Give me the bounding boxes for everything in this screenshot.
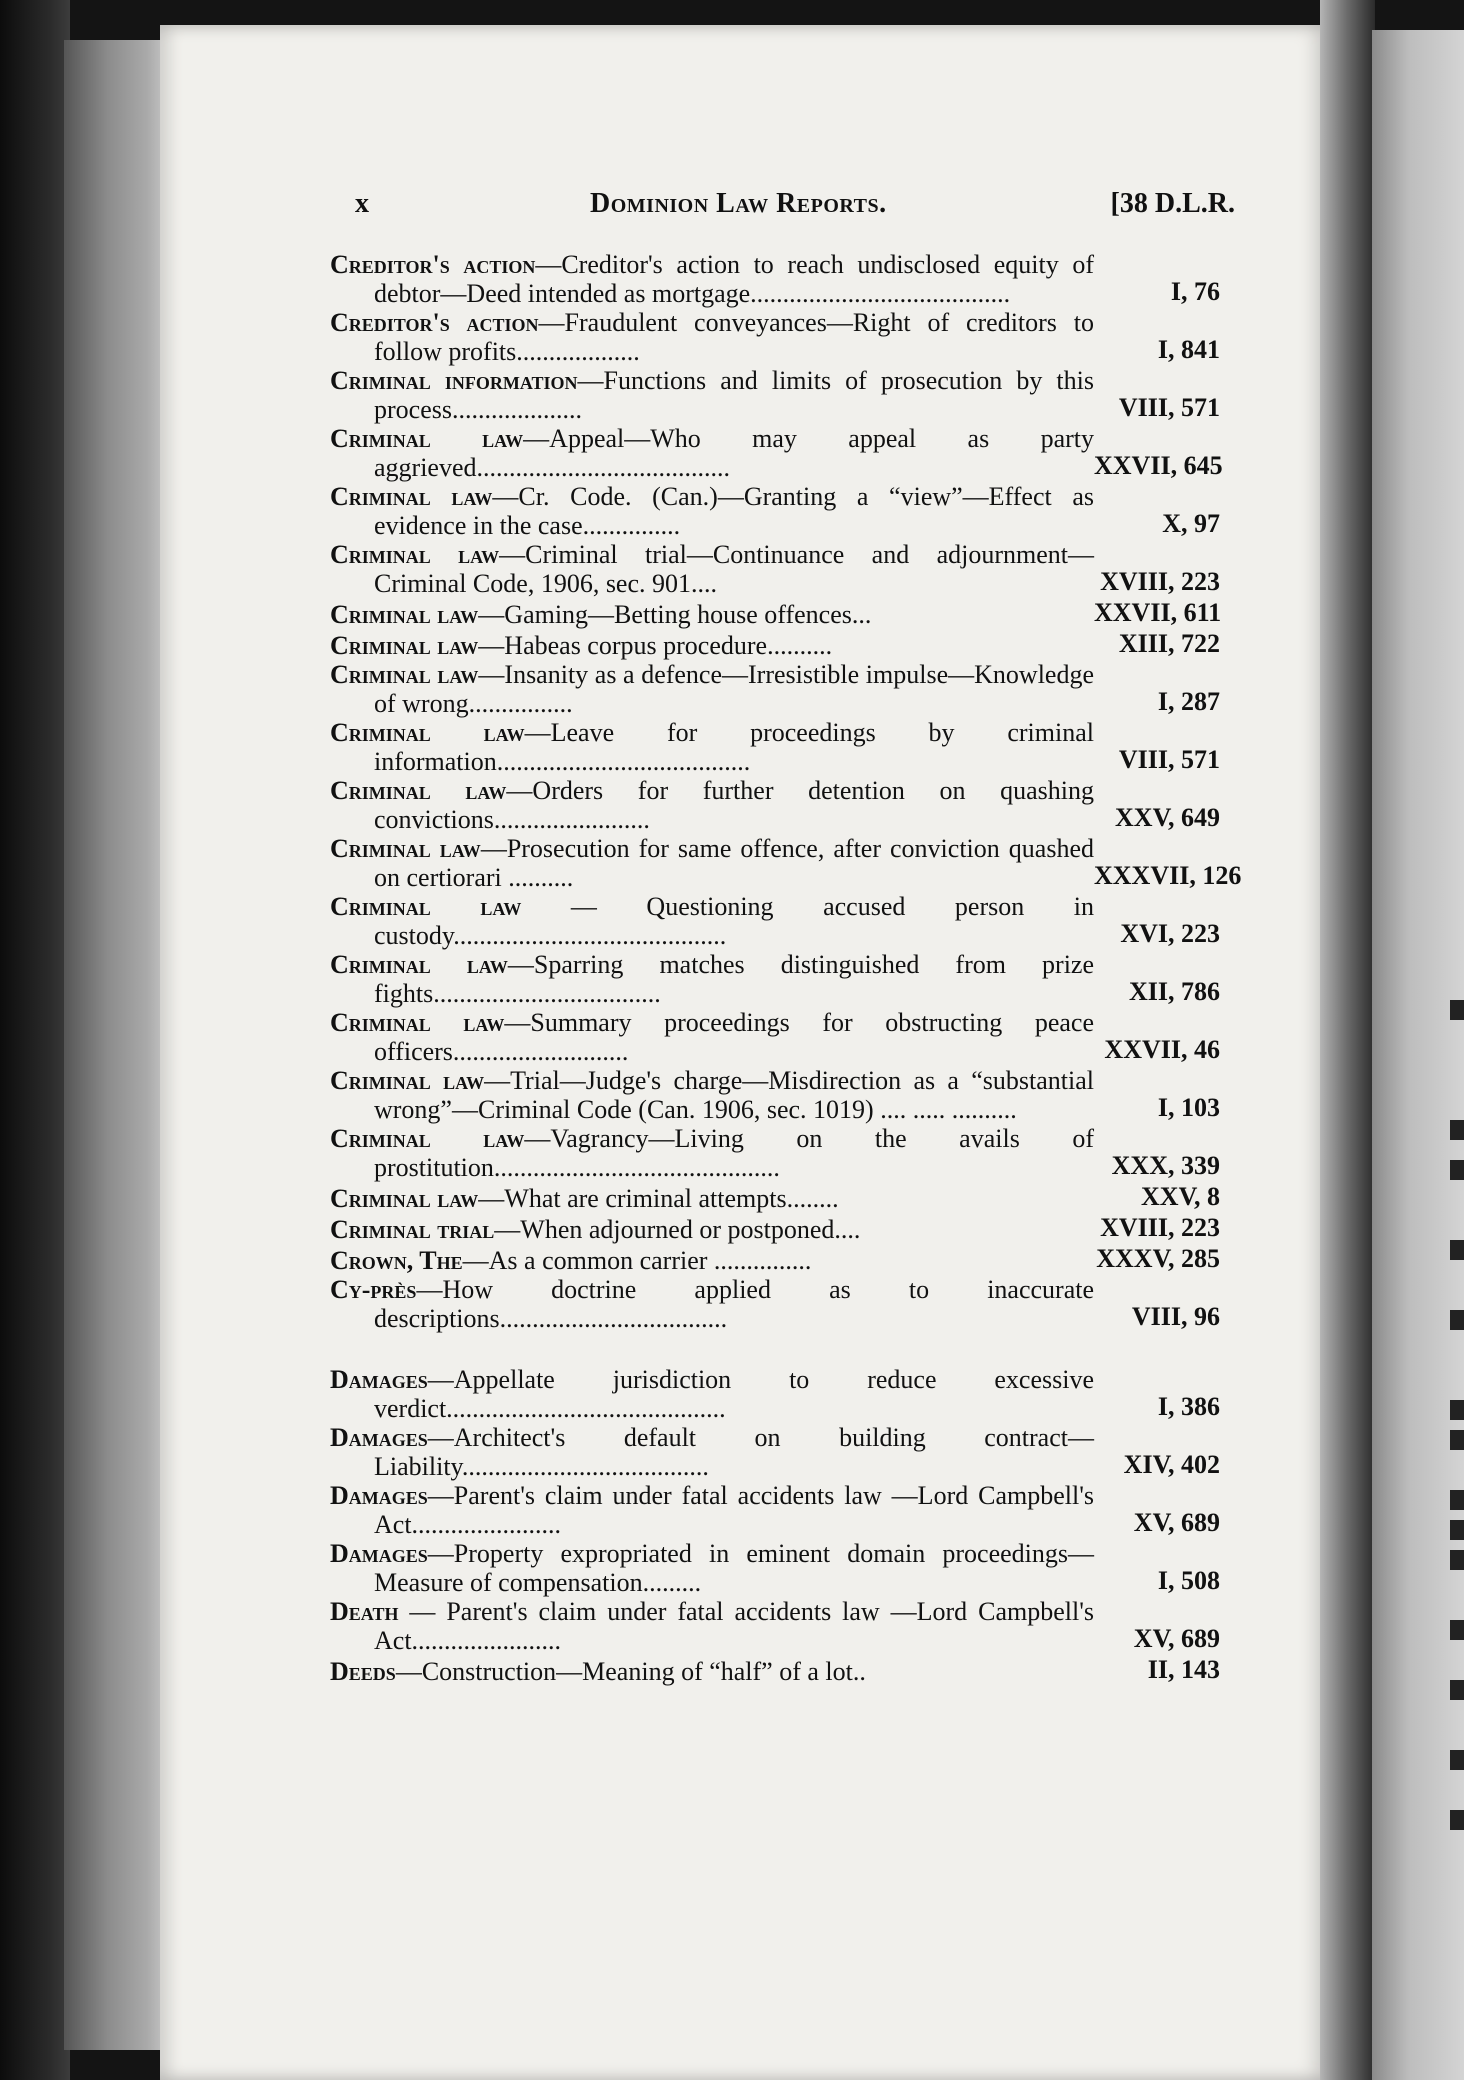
entry-citation: I, 841: [1157, 335, 1220, 364]
entry-citation: XXVII, 645: [1094, 451, 1223, 480]
entry-citation: I, 76: [1170, 277, 1220, 306]
entry-citation: X, 97: [1162, 509, 1220, 538]
facing-page-glyph: [1450, 1310, 1464, 1330]
entry-description: —As a common carrier ...............: [462, 1246, 812, 1275]
entry-heading: Criminal law: [330, 600, 479, 629]
entry-text: [330, 424, 1094, 482]
entry-text: [330, 1539, 1094, 1597]
scan-background-left: [0, 0, 70, 2080]
entry-description: —Sparring matches distinguished from prize fights...................................: [374, 950, 1094, 1008]
entry-text: [330, 1008, 1094, 1066]
entry-text: [330, 718, 1094, 776]
entry-text: [330, 1124, 1094, 1182]
page-edge-stack: [64, 40, 174, 2050]
entry-citation: XXXV, 285: [1096, 1244, 1220, 1273]
index-entry: [330, 1213, 1220, 1244]
entry-text: [330, 950, 1094, 1008]
index-entry: [330, 366, 1220, 424]
entry-heading: Criminal law: [330, 776, 507, 805]
entry-description: — Parent's claim under fatal accidents law —Lord Campbell's Act.......................: [374, 1597, 1094, 1655]
entry-heading: Criminal law: [330, 1124, 525, 1153]
index-entry: [330, 718, 1220, 776]
entry-text: [330, 1481, 1094, 1539]
entry-citation: XII, 786: [1128, 977, 1220, 1006]
index-entry: [330, 776, 1220, 834]
entry-description: —Construction—Meaning of “half” of a lot..: [395, 1657, 866, 1686]
entry-description: —Functions and limits of prosecution by this process....................: [374, 366, 1094, 424]
facing-page-glyph: [1450, 1520, 1464, 1540]
entry-heading: Criminal law: [330, 1008, 505, 1037]
running-header: [355, 188, 1235, 228]
index-entry: [330, 1066, 1220, 1124]
entry-description: —Appeal—Who may appeal as party aggrieved.......................................: [374, 424, 1094, 482]
entry-citation: XXXVII, 126: [1094, 861, 1242, 890]
running-title: Dominion Law Reports.: [590, 188, 887, 219]
entry-description: —When adjourned or postponed....: [494, 1215, 861, 1244]
index-entry: [330, 1481, 1220, 1539]
index-entry: [330, 892, 1220, 950]
facing-page-glyph: [1450, 1620, 1464, 1640]
facing-page-glyph: [1450, 1160, 1464, 1180]
entry-description: —Trial—Judge's charge—Misdirection as a “substantial wrong”—Criminal Code (Can. 1906, sec. 1019) .... ..... ..........: [374, 1066, 1094, 1124]
entry-heading: Criminal law: [330, 834, 481, 863]
entry-citation: XV, 689: [1133, 1624, 1220, 1653]
entry-text: [330, 250, 1094, 308]
entry-heading: Crown, The: [330, 1246, 463, 1275]
facing-page-glyph: [1450, 1810, 1464, 1830]
facing-page-glyph: [1450, 1490, 1464, 1510]
entry-description: —Property expropriated in eminent domain proceedings—Measure of compensation.........: [374, 1539, 1094, 1597]
index-entry: [330, 660, 1220, 718]
entry-text: [330, 1657, 1094, 1686]
entry-heading: Criminal law: [330, 1066, 485, 1095]
entry-citation: XVI, 223: [1120, 919, 1220, 948]
entry-citation: XXVII, 46: [1104, 1035, 1220, 1064]
index-list: [330, 250, 1242, 1686]
facing-page-glyph: [1450, 1750, 1464, 1770]
entry-heading: Cy-près: [330, 1275, 417, 1304]
entry-citation: XV, 689: [1133, 1508, 1220, 1537]
entry-heading: Criminal law: [330, 718, 525, 747]
index-entry: [330, 1008, 1220, 1066]
entry-citation: XIV, 402: [1123, 1450, 1220, 1479]
entry-citation: XIII, 722: [1118, 629, 1220, 658]
entry-description: —Creditor's action to reach undisclosed equity of debtor—Deed intended as mortgage........................................: [374, 250, 1094, 308]
entry-citation: II, 143: [1147, 1655, 1220, 1684]
entry-description: —Vagrancy—Living on the avails of prostitution............................................: [374, 1124, 1094, 1182]
entry-text: [330, 776, 1094, 834]
facing-page-fragment: [1372, 30, 1464, 2080]
entry-citation: XVIII, 223: [1100, 567, 1220, 596]
index-entry: [330, 424, 1223, 482]
entry-citation: XXX, 339: [1111, 1151, 1220, 1180]
entry-heading: Criminal information: [330, 366, 578, 395]
index-entry: [330, 1182, 1220, 1213]
entry-heading: Criminal law: [330, 660, 479, 689]
entry-description: —Cr. Code. (Can.)—Granting a “view”—Effect as evidence in the case...............: [374, 482, 1094, 540]
entry-text: [330, 540, 1094, 598]
entry-citation: XXVII, 611: [1094, 598, 1222, 627]
entry-text: [330, 1275, 1094, 1333]
facing-page-glyph: [1450, 1550, 1464, 1570]
entry-heading: Criminal law: [330, 892, 522, 921]
entry-text: [330, 482, 1094, 540]
facing-page-glyph: [1450, 1240, 1464, 1260]
entry-description: —Orders for further detention on quashing convictions........................: [374, 776, 1094, 834]
index-entry: [330, 950, 1220, 1008]
entry-citation: VIII, 571: [1118, 745, 1220, 774]
entry-text: [330, 1365, 1094, 1423]
entry-text: [330, 1184, 1094, 1213]
entry-heading: Damages: [330, 1423, 428, 1452]
index-entry: [330, 834, 1242, 892]
entry-heading: Criminal law: [330, 1184, 479, 1213]
book-gutter: [1320, 0, 1375, 2080]
volume-reference: [38 D.L.R.: [1110, 188, 1235, 219]
entry-description: —How doctrine applied as to inaccurate descriptions...................................: [374, 1275, 1094, 1333]
index-entry: [330, 308, 1220, 366]
entry-description: —Habeas corpus procedure..........: [478, 631, 833, 660]
entry-heading: Deeds: [330, 1657, 396, 1686]
entry-citation: I, 103: [1157, 1093, 1220, 1122]
entry-text: [330, 1246, 1094, 1275]
entry-heading: Criminal law: [330, 482, 493, 511]
entry-heading: Criminal law: [330, 424, 524, 453]
page-number: x: [355, 188, 369, 219]
entry-description: —Fraudulent conveyances—Right of creditors to follow profits...................: [374, 308, 1094, 366]
entry-text: [330, 660, 1094, 718]
entry-text: [330, 1423, 1094, 1481]
index-entry: [330, 1124, 1220, 1182]
entry-text: [330, 1066, 1094, 1124]
entry-text: [330, 892, 1094, 950]
entry-description: —Insanity as a defence—Irresistible impulse—Knowledge of wrong................: [374, 660, 1094, 718]
entry-citation: XXV, 649: [1115, 803, 1220, 832]
entry-heading: Criminal trial: [330, 1215, 495, 1244]
entry-heading: Creditor's action: [330, 250, 536, 279]
entry-text: [330, 366, 1094, 424]
entry-text: [330, 631, 1094, 660]
index-entry: [330, 540, 1220, 598]
entry-description: —Summary proceedings for obstructing peace officers...........................: [374, 1008, 1094, 1066]
index-entry: [330, 629, 1220, 660]
index-entry: [330, 598, 1220, 629]
entry-citation: I, 287: [1157, 687, 1220, 716]
entry-heading: Criminal law: [330, 540, 500, 569]
facing-page-glyph: [1450, 1000, 1464, 1020]
index-entry: [330, 1655, 1220, 1686]
entry-citation: VIII, 571: [1118, 393, 1220, 422]
facing-page-glyph: [1450, 1400, 1464, 1420]
index-entry: [330, 1597, 1220, 1655]
index-entry: [330, 482, 1220, 540]
entry-heading: Damages: [330, 1539, 428, 1568]
entry-heading: Damages: [330, 1365, 428, 1394]
entry-text: [330, 308, 1094, 366]
entry-text: [330, 834, 1094, 892]
entry-heading: Creditor's action: [330, 308, 539, 337]
entry-heading: Damages: [330, 1481, 428, 1510]
facing-page-glyph: [1450, 1120, 1464, 1140]
facing-page-glyph: [1450, 1430, 1464, 1450]
entry-description: —Architect's default on building contract—Liability......................................: [374, 1423, 1094, 1481]
entry-citation: XVIII, 223: [1100, 1213, 1220, 1242]
entry-description: —Gaming—Betting house offences...: [478, 600, 872, 629]
entry-text: [330, 1215, 1094, 1244]
entry-description: — Questioning accused person in custody..........................................: [374, 892, 1094, 950]
entry-heading: Death: [330, 1597, 399, 1626]
entry-description: —Leave for proceedings by criminal information.......................................: [374, 718, 1094, 776]
index-entry: [330, 1275, 1220, 1333]
entry-citation: VIII, 96: [1131, 1302, 1220, 1331]
entry-citation: I, 386: [1157, 1392, 1220, 1421]
entry-description: —Criminal trial—Continuance and adjournment—Criminal Code, 1906, sec. 901....: [374, 540, 1094, 598]
entry-description: —Prosecution for same offence, after conviction quashed on certiorari ..........: [374, 834, 1094, 892]
index-entry: [330, 250, 1220, 308]
index-entry: [330, 1539, 1220, 1597]
index-entry: [330, 1423, 1220, 1481]
entry-heading: Criminal law: [330, 631, 479, 660]
entry-description: —What are criminal attempts........: [478, 1184, 839, 1213]
entry-text: [330, 1597, 1094, 1655]
index-entry: [330, 1244, 1220, 1275]
entry-citation: I, 508: [1157, 1566, 1220, 1595]
entry-description: —Appellate jurisdiction to reduce excessive verdict...........................................: [374, 1365, 1094, 1423]
entry-heading: Criminal law: [330, 950, 508, 979]
index-entry: [330, 1365, 1220, 1423]
entry-description: —Parent's claim under fatal accidents law —Lord Campbell's Act.......................: [374, 1481, 1094, 1539]
facing-page-glyph: [1450, 1680, 1464, 1700]
entry-text: [330, 600, 1094, 629]
entry-citation: XXV, 8: [1141, 1182, 1220, 1211]
